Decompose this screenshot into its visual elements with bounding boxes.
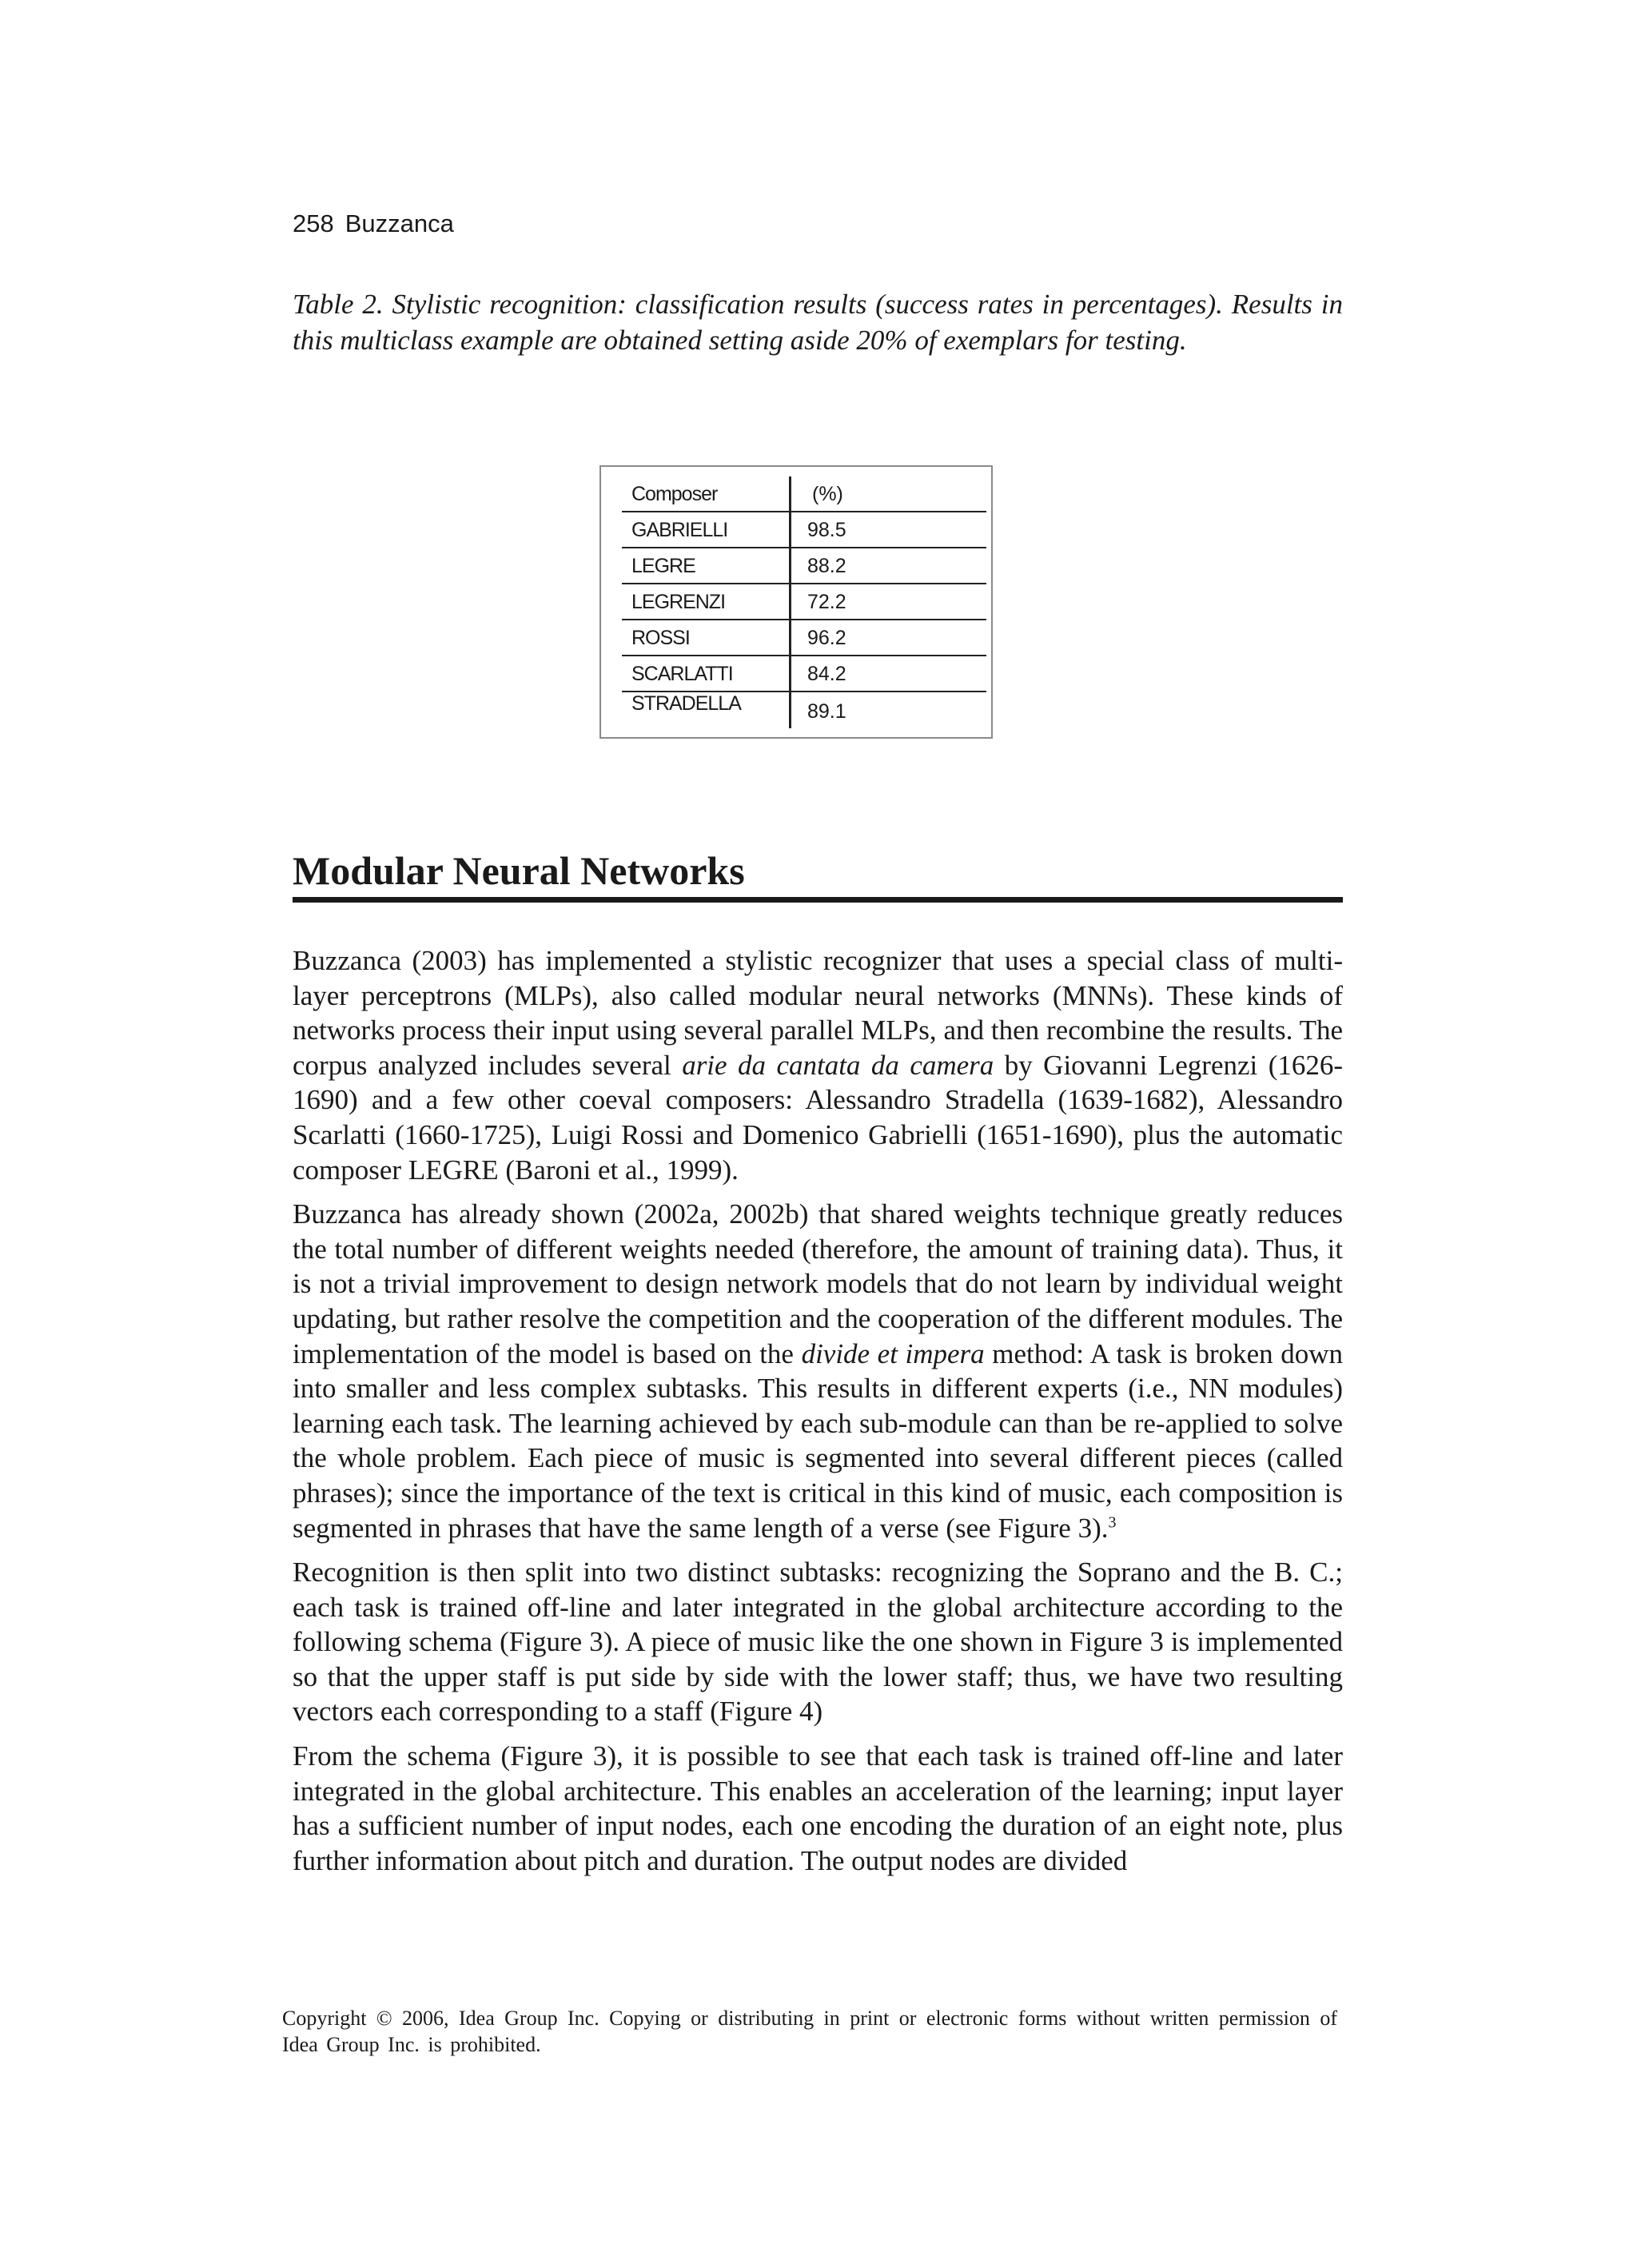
composer-cell: ROSSI [622,620,791,655]
paragraph-2-text-a: Buzzanca has already shown (2002a, 2002b) that shared weights technique greatly reduces the total number of different weights needed (therefore, the amount of training data). Thus, it is not a trivial improvement to design network models that do not learn by individual weight updating, but rather resolve the competition and the cooperation of the different modules. The implementation of the model is based on the [293,1198,1343,1369]
results-table-grid [622,476,986,728]
running-head-author: Buzzanca [345,209,454,237]
table-row [622,692,986,728]
paragraph-1 [293,943,1343,1187]
composer-cell: SCARLATTI [622,656,791,691]
running-head [293,209,454,238]
composer-cell: GABRIELLI [622,512,791,547]
results-table [599,465,993,739]
page-number: 258 [293,209,334,237]
footnote-marker: 3 [1108,1513,1117,1531]
paragraph-1-text-b: by Giovanni Legrenzi (1626-1690) and a few other coeval composers: Alessandro Stradella (1639-1682), Alessandro Scarlatti (1660-1725), Luigi Rossi and Domenico Gabrielli (1651-1690), plus the automatic composer LEGRE (Baroni et al., 1999). [293,1049,1343,1186]
copyright-text: Copyright © 2006, Idea Group Inc. Copying or distributing in print or electronic forms without written permission of Idea Group Inc. is prohibited. [282,2007,1337,2056]
composer-cell: LEGRENZI [622,584,791,619]
table-header-row [622,476,986,512]
copyright-notice [282,2005,1337,2058]
rate-cell: 72.2 [807,591,846,613]
column-header-composer: Composer [622,476,791,511]
table-row [622,512,986,548]
composer-cell: STRADELLA [622,684,791,728]
paragraph-4: From the schema (Figure 3), it is possible to see that each task is trained off-line and later integrated in the global architecture. This enables an acceleration of the learning; input layer has a sufficient number of input nodes, each one encoding the duration of an eight note, plus further information about pitch and duration. The output nodes are divided [293,1740,1343,1876]
paragraph-3: Recognition is then split into two distinct subtasks: recognizing the Soprano and the B. C.; each task is trained off-line and later integrated in the global architecture according to the following schema (Figure 3). A piece of music like the one shown in Figure 3 is implemented so that the upper staff is put side by side with the lower staff; thus, we have two resulting vectors each corresponding to a staff (Figure 4) [293,1557,1343,1728]
rate-cell: 88.2 [807,555,846,577]
composer-cell: LEGRE [622,548,791,583]
table-caption: Table 2. Stylistic recognition: classification results (success rates in percentages). Results in this multiclass example are obtained setting aside 20% of exemplars for testing. [293,289,1343,356]
paragraph-2-emphasis: divide et impera [801,1337,985,1369]
rate-cell: 96.2 [807,627,846,649]
paragraph-1-emphasis: arie da cantata da camera [682,1049,994,1081]
body-text [293,943,1343,1887]
section-heading: Modular Neural Networks [293,848,745,893]
table-row [622,620,986,656]
paragraph-2-text-b: method: A task is broken down into smaller and less complex subtasks. This results in different experts (i.e., NN modules) learning each task. The learning achieved by each sub-module can than be re-applied to solve the whole problem. Each piece of music is segmented into several different pieces (called phrases); since the importance of the text is critical in this kind of music, each composition is segmented in phrases that have the same length of a verse (see Figure 3). [293,1337,1343,1544]
rate-cell: 98.5 [807,519,846,541]
section-heading-rule [293,897,1343,903]
paragraph-1-text-a: Buzzanca (2003) has implemented a stylistic recognizer that uses a special class of multi-layer perceptrons (MLPs), also called modular neural networks (MNNs). These kinds of networks process their input using several parallel MLPs, and then recombine the results. The corpus analyzed includes several [293,945,1343,1081]
table-row [622,584,986,620]
paragraph-2 [293,1197,1343,1545]
rate-cell: 89.1 [807,700,846,723]
table-row [622,548,986,584]
rate-cell: 84.2 [807,663,846,685]
column-header-percent: (%) [812,483,843,505]
